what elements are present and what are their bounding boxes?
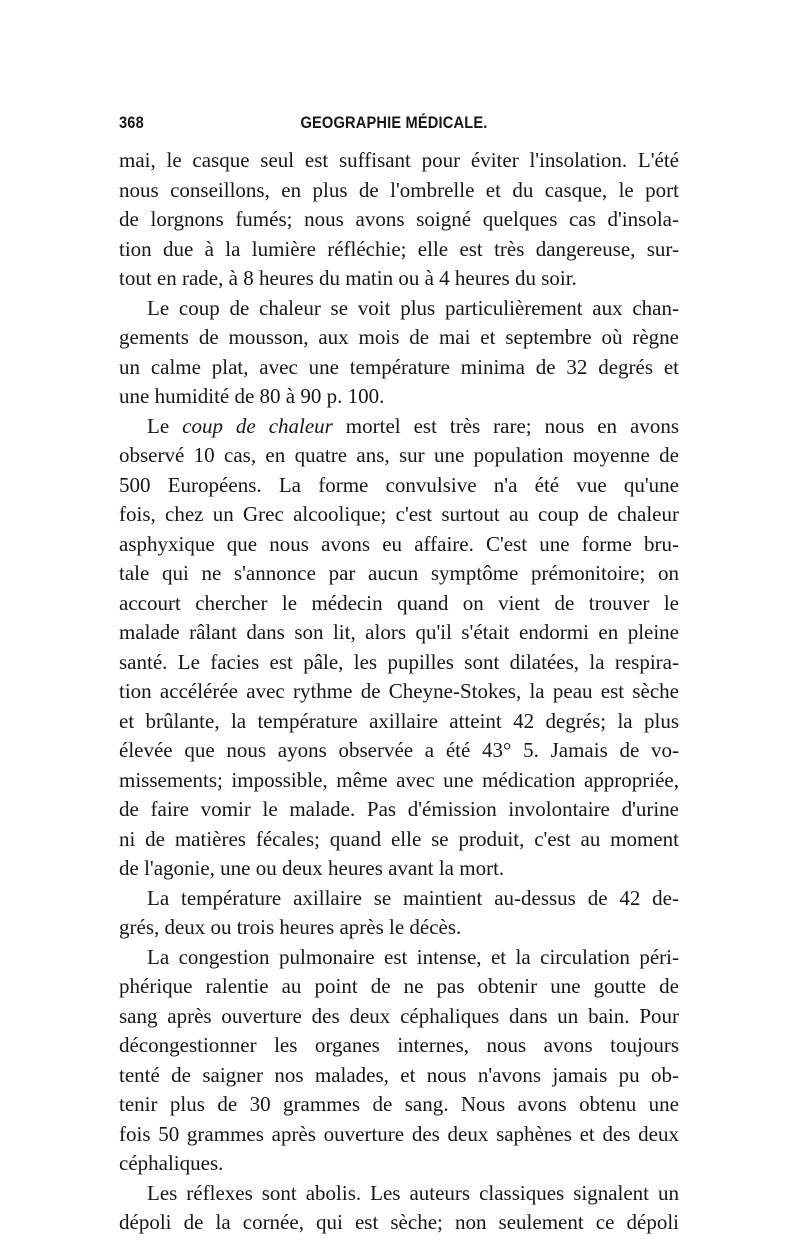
text-line: sang après ouverture des deux céphaliques dans un bain. Pour [119,1003,679,1028]
text-line: tale qui ne s'annonce par aucun symptôme prémonitoire; on [119,561,679,585]
text-line: accourt chercher le médecin quand on vient de trouver le [119,590,679,615]
text-line: de lorgnons fumés; nous avons soigné quelques cas d'insola- [119,207,679,231]
paragraph-first-line: Le coup de chaleur se voit plus particulièrement aux chan- [147,295,679,320]
text-line: de faire vomir le malade. Pas d'émission involontaire d'urine [119,797,679,821]
page-number: 368 [119,113,144,132]
text-line: tion accélérée avec rythme de Cheyne-Stokes, la peau est sèche [119,679,679,703]
text-line: tenté de saigner nos malades, et nous n'avons jamais pu ob- [119,1062,679,1087]
text-line: dépoli de la cornée, qui est sèche; non seulement ce dépoli [119,1210,679,1234]
running-head [119,113,601,139]
text-line: tion due à la lumière réfléchie; elle est très dangereuse, sur- [119,236,679,261]
text-line: nous conseillons, en plus de l'ombrelle et du casque, le port [119,177,679,202]
paragraph-first-line [119,412,679,442]
text-line: tenir plus de 30 grammes de sang. Nous avons obtenu une [119,1092,679,1116]
body-text [119,146,679,1238]
text-line: décongestionner les organes internes, nous avons toujours [119,1033,679,1057]
text-line: gements de mousson, aux mois de mai et septembre où règne [119,325,679,349]
text-line: un calme plat, avec une température minima de 32 degrés et [119,354,679,379]
text-line: de l'agonie, une ou deux heures avant la mort. [119,856,505,880]
running-title: GEOGRAPHIE MÉDICALE. [300,113,488,132]
text-line: malade râlant dans son lit, alors qu'il s'était endormi en pleine [119,620,679,644]
text-line: fois 50 grammes après ouverture des deux saphènes et des deux [119,1121,679,1146]
text-line: céphaliques. [119,1151,224,1175]
text-line: élevée que nous ayons observée a été 43° 5. Jamais de vo- [119,738,679,762]
text-line: phérique ralentie au point de ne pas obtenir une goutte de [119,974,679,998]
text-line: ni de matières fécales; quand elle se produit, c'est au moment [119,826,679,851]
line-text: mortel est très rare; nous en avons [332,413,679,438]
paragraph-first-line: La congestion pulmonaire est intense, et la circulation péri- [147,944,679,969]
text-line: tout en rade, à 8 heures du matin ou à 4 heures du soir. [119,266,577,290]
text-line: mai, le casque seul est suffisant pour éviter l'insolation. L'été [119,148,679,172]
text-line: santé. Le facies est pâle, les pupilles sont dilatées, la respira- [119,649,679,674]
paragraph-first-line: Les réflexes sont abolis. Les auteurs classiques signalent un [147,1180,679,1205]
italic-term: coup de chaleur [182,413,333,438]
text-line: fois, chez un Grec alcoolique; c'est surtout au coup de chaleur [119,502,679,526]
text-line: grés, deux ou trois heures après le décès. [119,915,462,939]
text-line: missements; impossible, même avec une médication appropriée, [119,767,679,792]
text-line: une humidité de 80 à 90 p. 100. [119,384,385,408]
line-text: Le [147,413,183,438]
text-line: asphyxique que nous avons eu affaire. C'est une forme bru- [119,531,679,556]
text-line: et brûlante, la température axillaire atteint 42 degrés; la plus [119,708,679,733]
paragraph-first-line: La température axillaire se maintient au-dessus de 42 de- [147,885,679,910]
text-line: observé 10 cas, en quatre ans, sur une population moyenne de [119,443,679,467]
text-line: 500 Européens. La forme convulsive n'a été vue qu'une [119,472,679,497]
